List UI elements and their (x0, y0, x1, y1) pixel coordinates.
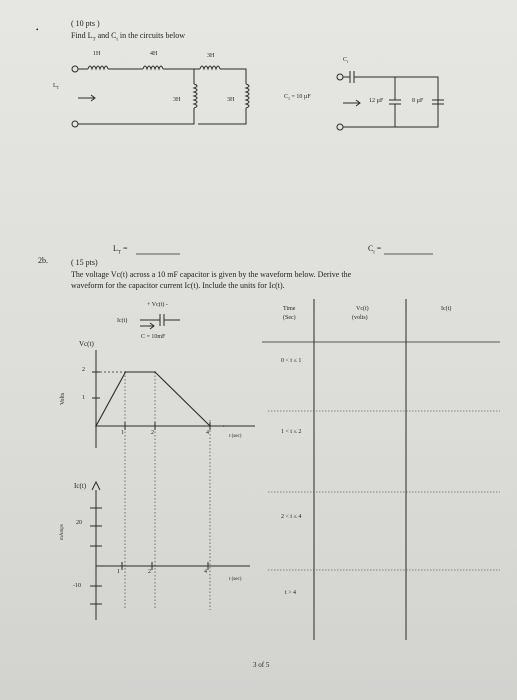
c2-label: 12 µF (369, 98, 384, 104)
prompt-sub-2: t (116, 37, 118, 43)
capacitor-c1-icon (343, 71, 438, 127)
capacitor-symbol-icon (140, 314, 180, 326)
page-number: 3 of 5 (253, 661, 270, 669)
table-header-ic: Ic(t) (441, 306, 452, 312)
c1-text: C (284, 94, 289, 100)
table-row-3: 2 < t ≤ 4 (281, 514, 302, 520)
answer-lt-label (113, 244, 127, 256)
graph2-xticks (122, 562, 208, 570)
answer-ct-eq: = (374, 244, 382, 253)
table-header-vc: Vc(t) (356, 306, 369, 312)
table-header-time: Time (283, 306, 296, 312)
wire (220, 69, 246, 84)
answer-ct-label (368, 244, 381, 256)
c1-eq: = 10 µF (290, 94, 311, 100)
graph1-ytick-2: 2 (82, 367, 85, 373)
ct-top-text: C (343, 57, 348, 63)
cap-polarity-label: + Vc(t) - (147, 302, 168, 308)
prompt-text-2: and C (95, 31, 117, 40)
graph2-yticks (90, 508, 102, 604)
problem2-points: ( 15 pts) (71, 258, 98, 267)
vc-waveform-point (154, 371, 156, 373)
time-guides (125, 372, 210, 610)
c1-label (284, 94, 311, 101)
table-header-time-unit: (Sec) (283, 315, 296, 321)
problem1-bullet: • (36, 26, 39, 34)
vc-waveform-point (223, 425, 225, 427)
graph2-xlabel: t (sec) (229, 577, 242, 582)
capacitor-8uf-icon (432, 100, 444, 104)
inductor-3h-left-label: 3H (173, 97, 181, 103)
answer-ct-text: C (368, 244, 374, 253)
inductor-4h-icon (143, 66, 163, 69)
capacitor-12uf-icon (389, 77, 401, 127)
table-row-4: t > 4 (285, 590, 297, 596)
graph1-xtick-4: 4 (206, 430, 209, 436)
arrow-icon (78, 95, 95, 101)
table-column-lines (314, 299, 406, 640)
table-row-1: 0 < t ≤ 1 (281, 358, 302, 364)
inductor-1h-icon (88, 66, 108, 69)
inductor-3h-right-icon (246, 84, 249, 108)
inductor-3h-top-icon (200, 66, 220, 69)
graph1-title: Vc(t) (79, 340, 94, 348)
table-row-lines (268, 411, 500, 570)
problem1-prompt (71, 31, 185, 43)
graph2-xtick-2: 2 (148, 569, 151, 575)
answer-lt-sub: T (117, 250, 121, 256)
problem2-line2: waveform for the capacitor current Ic(t). Include the units for Ic(t). (71, 281, 285, 290)
graph1-yticks (92, 372, 100, 398)
graph1-xticks (125, 422, 210, 430)
answer-ct-sub: t (373, 250, 375, 256)
arrow-icon (343, 100, 360, 106)
graph2-ytick-neg10: -10 (73, 583, 81, 589)
prompt-text-3: in the circuits below (117, 31, 185, 40)
terminal-top-icon (72, 66, 78, 72)
problem1-points: ( 10 pts ) (71, 19, 100, 28)
prompt-text: Find L (71, 31, 93, 40)
answer-lt-eq: = (120, 244, 128, 253)
terminal-bottom-icon (337, 124, 343, 130)
graph2-xtick-1: 1 (117, 569, 120, 575)
graph1-ylabel: Volts (60, 392, 66, 405)
ct-top-label (343, 57, 348, 64)
vc-waveform-point (95, 425, 97, 427)
table-row-2: 1 < t ≤ 2 (281, 429, 302, 435)
lt-label-sub: T (56, 85, 60, 91)
inductor-3h-top-label: 3H (207, 53, 215, 59)
cap-value-label: C = 10mF (141, 334, 166, 340)
cap-current-label: Ic(t) (117, 318, 128, 324)
vc-waveform-point (125, 371, 127, 373)
terminal-top-icon (337, 74, 343, 80)
lt-label-text: L (53, 83, 57, 89)
graph1-xlabel: t (sec) (229, 434, 242, 439)
inductor-3h-right-label: 3H (227, 97, 235, 103)
graph1-xtick-1: 1 (121, 430, 124, 436)
c3-label: 8 µF (412, 98, 424, 104)
wire (198, 108, 246, 124)
answer-lt-text: L (113, 244, 118, 253)
terminal-bottom-icon (72, 121, 78, 127)
vc-waveform-line (96, 372, 224, 426)
problem2-number: 2b. (38, 256, 48, 265)
inductor-1h-label: 1H (93, 51, 101, 57)
table-header-vc-unit: (volts) (352, 315, 368, 321)
current-arrow-icon (140, 323, 154, 329)
vc-chart-layer (95, 371, 224, 427)
vc-waveform-point (209, 425, 211, 427)
prompt-sub: T (92, 37, 96, 43)
lt-label (53, 83, 59, 90)
graph1-xtick-2: 2 (151, 430, 154, 436)
graph1-ytick-1: 1 (82, 395, 85, 401)
graph2-ytick-20: 20 (76, 520, 82, 526)
wire (78, 108, 194, 124)
graph2-arrow-icon (92, 482, 100, 490)
graph2-xtick-4: 4 (204, 569, 207, 575)
graph2-ylabel: mAmps (60, 524, 65, 540)
problem2-line1: The voltage Vc(t) across a 10 mF capacitor is given by the waveform below. Derive the (71, 270, 352, 279)
inductor-4h-label: 4H (150, 51, 158, 57)
ct-top-sub: t (347, 59, 349, 65)
c1-sub: 1 (288, 96, 291, 102)
graph2-title: Ic(t) (74, 482, 87, 490)
inductor-3h-left-icon (194, 84, 197, 108)
